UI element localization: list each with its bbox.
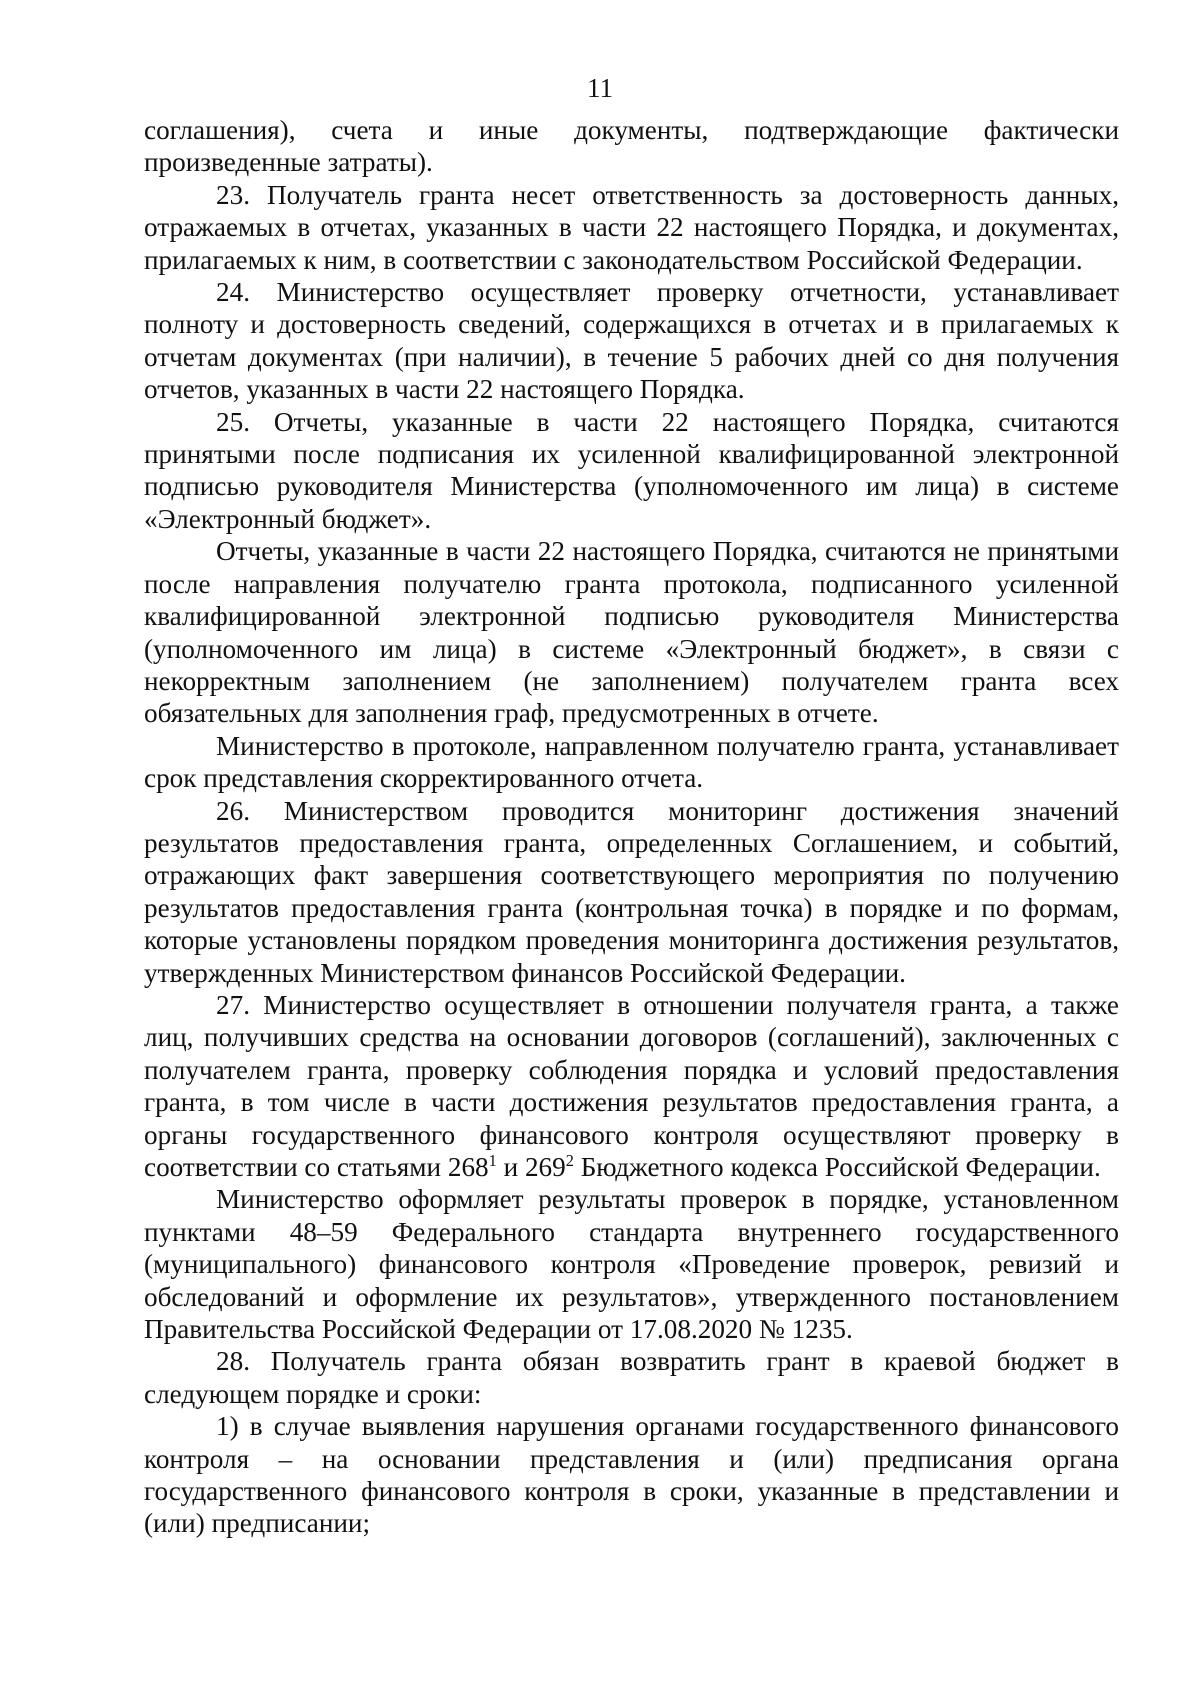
article-269-ref xyxy=(525,1152,574,1182)
paragraph-23: 23. Получатель гранта несет ответственность за достоверность данных, отражаемых в отчетах, указанных в части 22 настоящего Порядка, и документах, прилагаемых к ним, в соответствии с законодательством Российской Федерации. xyxy=(144,179,1119,275)
article-268-superscript: 1 xyxy=(488,1150,497,1170)
paragraph-27-results: Министерство оформляет результаты проверок в порядке, установленном пунктами 48–59 Федерального стандарта внутреннего государственного (муниципального) финансового контроля «Проведение проверок, ревизий и обследований и оформление их результатов», утвержденного постановлением Правительства Российской Федерации от 17.08.2020 № 1235. xyxy=(144,1184,1119,1345)
document-body xyxy=(144,114,1119,1540)
article-269-superscript: 2 xyxy=(565,1150,574,1170)
paragraph-continuation: соглашения), счета и иные документы, подтверждающие фактически произведенные затраты). xyxy=(144,115,1119,178)
article-269-number: 269 xyxy=(524,1152,566,1182)
article-268-ref xyxy=(448,1152,497,1182)
paragraph-25-not-accepted: Отчеты, указанные в части 22 настоящего Порядка, считаются не принятыми после направления получателю гранта протокола, подписанного усиленной квалифицированной электронной подписью руководителя Министерства (уполномоченного им лица) в системе «Электронный бюджет», в связи с некорректным заполнением (не заполнением) получателем гранта всех обязательных для заполнения граф, предусмотренных в отчете. xyxy=(144,536,1119,729)
paragraph-25-protocol: Министерство в протоколе, направленном получателю гранта, устанавливает срок представления скорректированного отчета. xyxy=(144,730,1119,794)
paragraph-27 xyxy=(144,989,1119,1183)
paragraph-26: 26. Министерством проводится мониторинг достижения значений результатов предоставления гранта, определенных Соглашением, и событий, отражающих факт завершения соответствующего мероприятия по получению результатов предоставления гранта (контрольная точка) в порядке и по формам, которые установлены порядком проведения мониторинга достижения результатов, утвержденных Министерством финансов Российской Федерации. xyxy=(144,795,1119,988)
paragraph-28: 28. Получатель гранта обязан возвратить грант в краевой бюджет в следующем порядке и сроки: xyxy=(144,1346,1119,1409)
paragraph-27-tail: Бюджетного кодекса Российской Федерации. xyxy=(573,1152,1101,1182)
paragraph-28-item-1: 1) в случае выявления нарушения органами государственного финансового контроля – на основании представления и (или) предписания органа государственного финансового контроля в сроки, указанные в представлении и (или) предписании; xyxy=(144,1411,1119,1539)
page-number: 11 xyxy=(587,73,613,103)
paragraph-27-conjunction: и xyxy=(496,1152,525,1182)
article-268-number: 268 xyxy=(447,1152,489,1182)
paragraph-24: 24. Министерство осуществляет проверку отчетности, устанавливает полноту и достоверность сведений, содержащихся в отчетах и в прилагаемых к отчетам документах (при наличии), в течение 5 рабочих дней со дня получения отчетов, указанных в части 22 настоящего Порядка. xyxy=(144,277,1119,405)
paragraph-27-text: 27. Министерство осуществляет в отношении получателя гранта, а также лиц, получивших средства на основании договоров (соглашений), заключенных с получателем гранта, проверку соблюдения порядка и условий предоставления гранта, в том числе в части достижения результатов предоставления гранта, а органы государственного финансового контроля осуществляют проверку в соответствии со статьями xyxy=(144,989,1119,1182)
paragraph-25: 25. Отчеты, указанные в части 22 настоящего Порядка, считаются принятыми после подписания их усиленной квалифицированной электронной подписью руководителя Министерства (уполномоченного им лица) в системе «Электронный бюджет». xyxy=(144,406,1119,534)
